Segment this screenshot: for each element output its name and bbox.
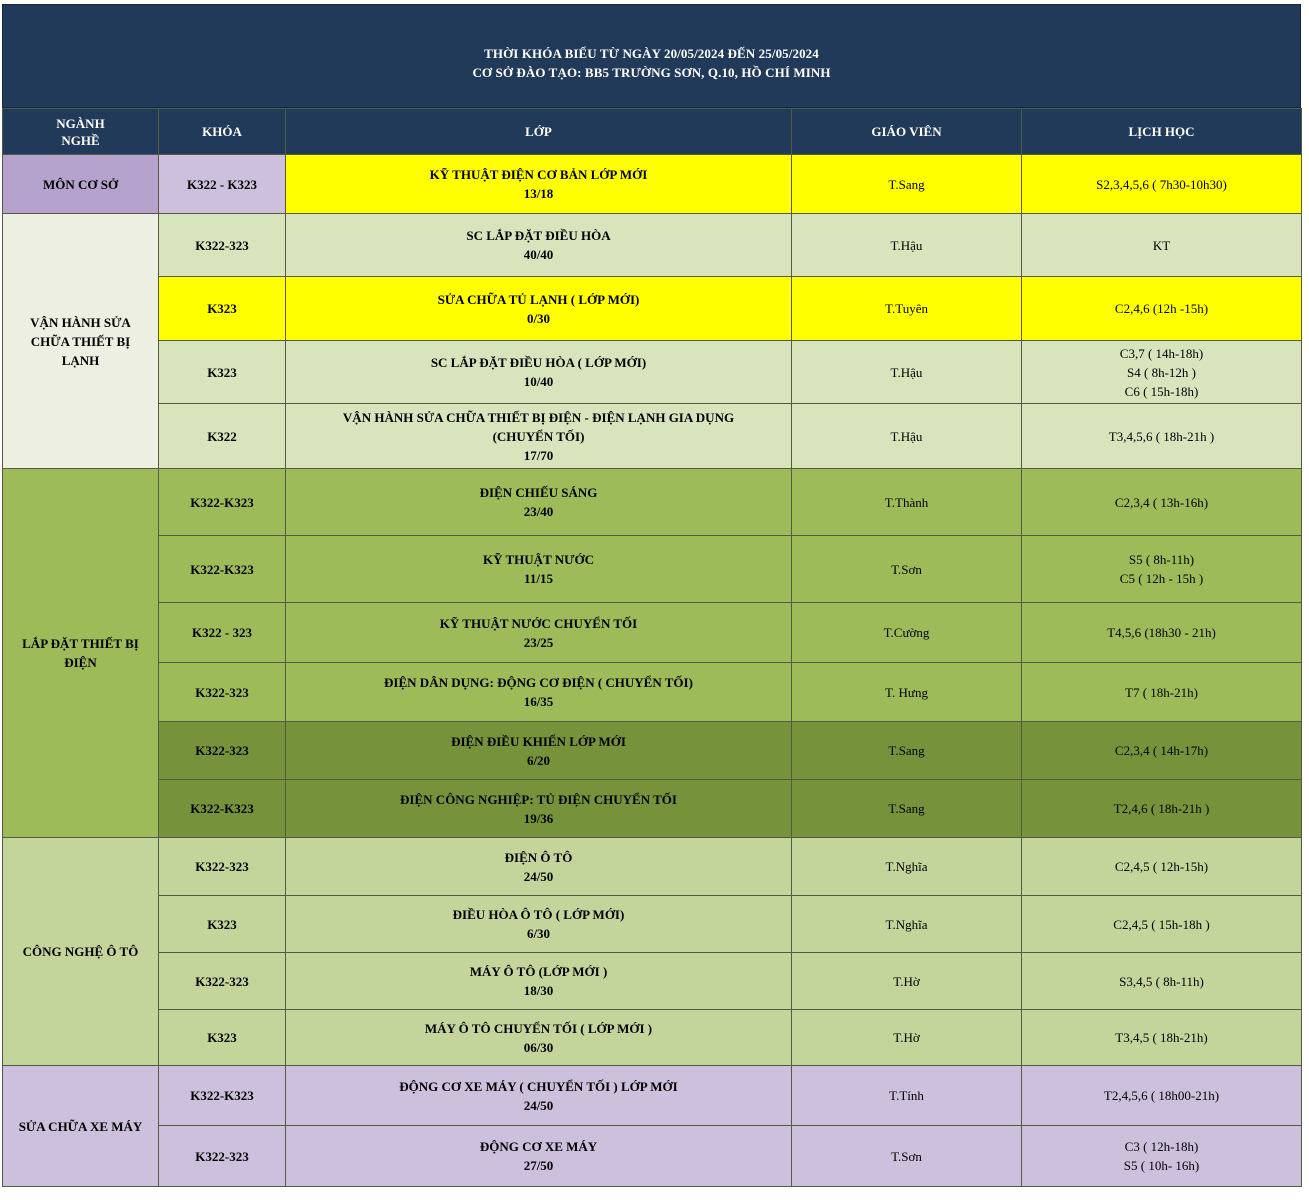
- cell-lop: KỸ THUẬT ĐIỆN CƠ BẢN LỚP MỚI 13/18: [286, 155, 792, 214]
- cell-giao-vien: T.Hờ: [792, 953, 1022, 1010]
- table-row: [3, 469, 1302, 536]
- cell-lich-hoc: T4,5,6 (18h30 - 21h): [1022, 603, 1302, 663]
- cell-giao-vien: T.Hậu: [792, 341, 1022, 404]
- cell-lich-hoc: C3 ( 12h-18h) S5 ( 10h- 16h): [1022, 1126, 1302, 1187]
- schedule-title: [2, 4, 1301, 108]
- cell-lich-hoc: KT: [1022, 214, 1302, 277]
- cell-lich-hoc: T3,4,5,6 ( 18h-21h ): [1022, 404, 1302, 469]
- cell-lop: VẬN HÀNH SỬA CHỮA THIẾT BỊ ĐIỆN - ĐIỆN LẠNH GIA DỤNG (CHUYỂN TỐI) 17/70: [286, 404, 792, 469]
- cell-khoa: K322-323: [159, 953, 286, 1010]
- title-line-2: CƠ SỞ ĐÀO TẠO: BB5 TRƯỜNG SƠN, Q.10, HỒ CHÍ MINH: [472, 65, 831, 80]
- cell-lop: MÁY Ô TÔ CHUYỂN TỐI ( LỚP MỚI ) 06/30: [286, 1010, 792, 1066]
- cell-khoa: K323: [159, 341, 286, 404]
- cell-giao-vien: T.Hờ: [792, 1010, 1022, 1066]
- table-row: [3, 155, 1302, 214]
- cell-lich-hoc: S5 ( 8h-11h) C5 ( 12h - 15h ): [1022, 536, 1302, 603]
- table-row: [3, 536, 1302, 603]
- cell-giao-vien: T.Thành: [792, 469, 1022, 536]
- cell-lop: KỸ THUẬT NƯỚC CHUYỂN TỐI 23/25: [286, 603, 792, 663]
- cell-giao-vien: T.Nghĩa: [792, 838, 1022, 896]
- cell-lich-hoc: T2,4,6 ( 18h-21h ): [1022, 780, 1302, 838]
- cell-lop: SC LẮP ĐẶT ĐIỀU HÒA ( LỚP MỚI) 10/40: [286, 341, 792, 404]
- cell-lich-hoc: S2,3,4,5,6 ( 7h30-10h30): [1022, 155, 1302, 214]
- title-line-1: THỜI KHÓA BIỂU TỪ NGÀY 20/05/2024 ĐẾN 25/05/2024: [484, 46, 819, 61]
- table-row: [3, 1066, 1302, 1126]
- cell-khoa: K322-323: [159, 663, 286, 722]
- table-row: [3, 722, 1302, 780]
- table-row: [3, 1010, 1302, 1066]
- cell-lich-hoc: C2,4,5 ( 12h-15h): [1022, 838, 1302, 896]
- cell-giao-vien: T.Cường: [792, 603, 1022, 663]
- cell-khoa: K322-K323: [159, 780, 286, 838]
- cell-khoa: K322: [159, 404, 286, 469]
- cell-lop: SỬA CHỮA TỦ LẠNH ( LỚP MỚI) 0/30: [286, 277, 792, 341]
- table-row: [3, 603, 1302, 663]
- cell-giao-vien: T.Hậu: [792, 214, 1022, 277]
- cell-khoa: K323: [159, 277, 286, 341]
- group-lap-dat-thiet-bi-dien: LẮP ĐẶT THIẾT BỊ ĐIỆN: [3, 469, 159, 838]
- cell-lop: ĐIỆN CÔNG NGHIỆP: TỦ ĐIỆN CHUYỂN TỐI 19/36: [286, 780, 792, 838]
- cell-lich-hoc: C2,4,5 ( 15h-18h ): [1022, 896, 1302, 953]
- cell-khoa: K323: [159, 1010, 286, 1066]
- cell-lich-hoc: C2,3,4 ( 13h-16h): [1022, 469, 1302, 536]
- schedule-sheet: [2, 4, 1301, 1187]
- cell-lich-hoc: T7 ( 18h-21h): [1022, 663, 1302, 722]
- table-row: [3, 780, 1302, 838]
- table-row: [3, 663, 1302, 722]
- table-row: [3, 214, 1302, 277]
- schedule-table: [2, 108, 1302, 1187]
- cell-lich-hoc: T3,4,5 ( 18h-21h): [1022, 1010, 1302, 1066]
- cell-giao-vien: T.Tuyên: [792, 277, 1022, 341]
- table-row: [3, 277, 1302, 341]
- cell-khoa: K322-K323: [159, 1066, 286, 1126]
- cell-giao-vien: T.Sang: [792, 722, 1022, 780]
- cell-lop: SC LẮP ĐẶT ĐIỀU HÒA 40/40: [286, 214, 792, 277]
- group-cong-nghe-oto: CÔNG NGHỆ Ô TÔ: [3, 838, 159, 1066]
- cell-giao-vien: T.Tính: [792, 1066, 1022, 1126]
- table-row: [3, 1126, 1302, 1187]
- table-row: [3, 896, 1302, 953]
- cell-giao-vien: T.Sang: [792, 155, 1022, 214]
- cell-khoa: K322 - 323: [159, 603, 286, 663]
- table-row: [3, 953, 1302, 1010]
- cell-lich-hoc: C2,3,4 ( 14h-17h): [1022, 722, 1302, 780]
- table-row: [3, 404, 1302, 469]
- header-giao-vien: GIÁO VIÊN: [792, 109, 1022, 155]
- header-khoa: KHÓA: [159, 109, 286, 155]
- cell-lop: KỸ THUẬT NƯỚC 11/15: [286, 536, 792, 603]
- cell-lop: ĐIỆN CHIẾU SÁNG 23/40: [286, 469, 792, 536]
- cell-giao-vien: T.Sang: [792, 780, 1022, 838]
- cell-giao-vien: T.Sơn: [792, 536, 1022, 603]
- cell-giao-vien: T.Nghĩa: [792, 896, 1022, 953]
- header-lop: LỚP: [286, 109, 792, 155]
- cell-lop: ĐỘNG CƠ XE MÁY ( CHUYỂN TỐI ) LỚP MỚI 24/50: [286, 1066, 792, 1126]
- group-sua-chua-xe-may: SỬA CHỮA XE MÁY: [3, 1066, 159, 1187]
- cell-lich-hoc: T2,4,5,6 ( 18h00-21h): [1022, 1066, 1302, 1126]
- cell-khoa: K322-323: [159, 838, 286, 896]
- table-row: [3, 838, 1302, 896]
- cell-khoa: K322-K323: [159, 536, 286, 603]
- cell-lop: MÁY Ô TÔ (LỚP MỚI ) 18/30: [286, 953, 792, 1010]
- group-van-hanh-sua-chua: VẬN HÀNH SỬA CHỮA THIẾT BỊ LẠNH: [3, 214, 159, 469]
- cell-khoa: K323: [159, 896, 286, 953]
- cell-khoa: K322 - K323: [159, 155, 286, 214]
- cell-lop: ĐỘNG CƠ XE MÁY 27/50: [286, 1126, 792, 1187]
- cell-giao-vien: T. Hưng: [792, 663, 1022, 722]
- cell-lop: ĐIỆN Ô TÔ 24/50: [286, 838, 792, 896]
- cell-lich-hoc: S3,4,5 ( 8h-11h): [1022, 953, 1302, 1010]
- cell-khoa: K322-323: [159, 1126, 286, 1187]
- cell-giao-vien: T.Hậu: [792, 404, 1022, 469]
- header-row: [3, 109, 1302, 155]
- cell-khoa: K322-K323: [159, 469, 286, 536]
- header-nganh-nghe: NGÀNH NGHỀ: [3, 109, 159, 155]
- cell-giao-vien: T.Sơn: [792, 1126, 1022, 1187]
- cell-khoa: K322-323: [159, 214, 286, 277]
- group-mon-co-so: MÔN CƠ SỞ: [3, 155, 159, 214]
- cell-lop: ĐIỆN ĐIỀU KHIỂN LỚP MỚI 6/20: [286, 722, 792, 780]
- table-row: [3, 341, 1302, 404]
- cell-khoa: K322-323: [159, 722, 286, 780]
- cell-lich-hoc: C3,7 ( 14h-18h) S4 ( 8h-12h ) C6 ( 15h-18h): [1022, 341, 1302, 404]
- cell-lop: ĐIỀU HÒA Ô TÔ ( LỚP MỚI) 6/30: [286, 896, 792, 953]
- header-lich-hoc: LỊCH HỌC: [1022, 109, 1302, 155]
- cell-lich-hoc: C2,4,6 (12h -15h): [1022, 277, 1302, 341]
- cell-lop: ĐIỆN DÂN DỤNG: ĐỘNG CƠ ĐIỆN ( CHUYỂN TỐI) 16/35: [286, 663, 792, 722]
